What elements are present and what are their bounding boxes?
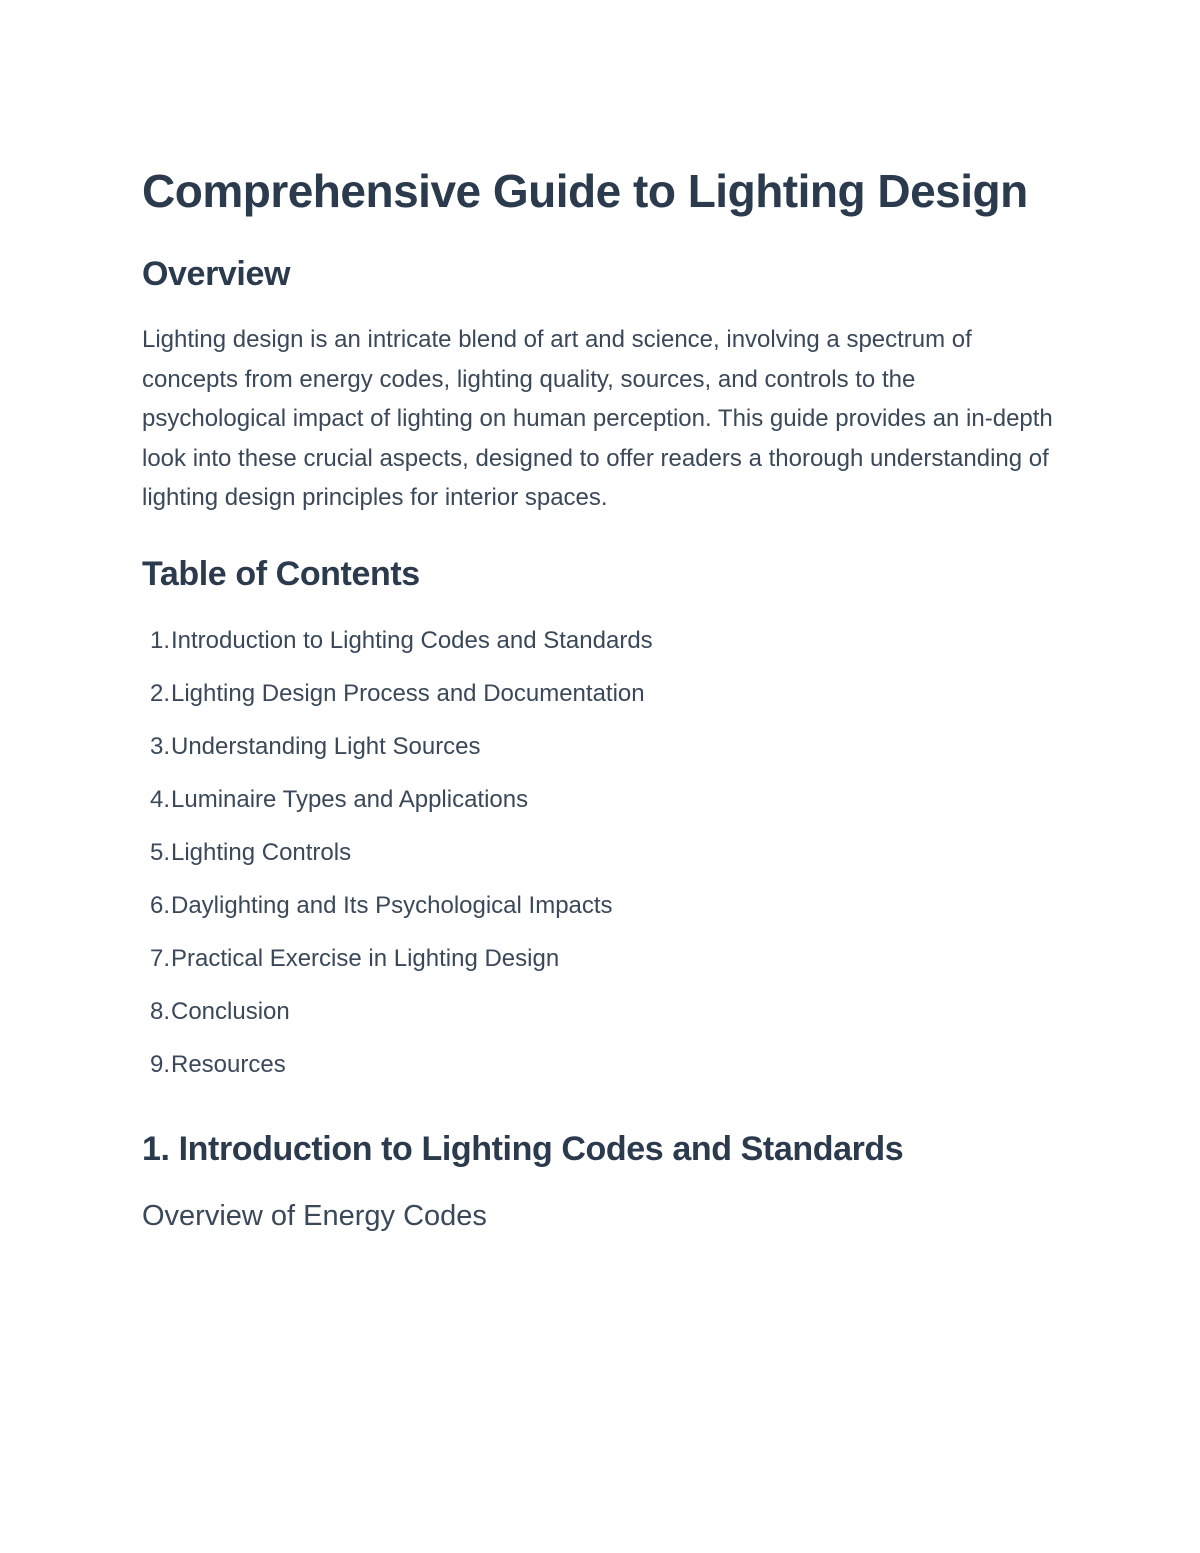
toc-item-label: Daylighting and Its Psychological Impacts [171, 891, 613, 919]
toc-item-label: Conclusion [171, 997, 290, 1025]
toc-item [142, 944, 1062, 997]
toc-item [142, 679, 1062, 732]
toc-item-label: Resources [171, 1050, 286, 1078]
toc-item-number: 5. [149, 838, 170, 866]
toc-heading: Table of Contents [142, 554, 420, 593]
toc-item-number: 6. [149, 891, 170, 919]
toc-item-label: Lighting Design Process and Documentation [171, 679, 645, 707]
toc-item [142, 997, 1062, 1050]
toc-item-label: Introduction to Lighting Codes and Standards [171, 626, 653, 654]
toc-item [142, 785, 1062, 838]
section-heading: 1. Introduction to Lighting Codes and Standards [142, 1129, 904, 1168]
toc-item [142, 626, 1062, 679]
toc-item-number: 7. [149, 944, 170, 972]
toc-item-number: 1. [149, 626, 170, 654]
toc-item-number: 3. [149, 732, 170, 760]
toc-item [142, 838, 1062, 891]
toc-item-number: 4. [149, 785, 170, 813]
document-page [142, 160, 1062, 1235]
toc-item-label: Luminaire Types and Applications [171, 785, 529, 813]
toc-item [142, 1050, 1062, 1103]
toc-item-label: Understanding Light Sources [171, 732, 481, 760]
toc-item [142, 732, 1062, 785]
toc-item-label: Practical Exercise in Lighting Design [171, 944, 560, 972]
toc-item-label: Lighting Controls [171, 838, 352, 866]
toc-item-number: 2. [149, 679, 170, 707]
overview-paragraph: Lighting design is an intricate blend of art and science, involving a spectrum of concepts from energy codes, lighting quality, sources, and controls to the psychological impact of lighting on human perception. This guide provides an in-depth look into these crucial aspects, designed to offer readers a thorough understanding of lighting design principles for interior spaces. [142, 326, 1053, 512]
toc-item-number: 9. [149, 1050, 170, 1078]
overview-heading: Overview [142, 255, 291, 293]
toc-item-number: 8. [149, 997, 170, 1025]
section-subheading: Overview of Energy Codes [142, 1199, 487, 1232]
toc-item [142, 891, 1062, 944]
toc-list [142, 626, 1062, 1103]
document-title: Comprehensive Guide to Lighting Design [142, 165, 1028, 217]
